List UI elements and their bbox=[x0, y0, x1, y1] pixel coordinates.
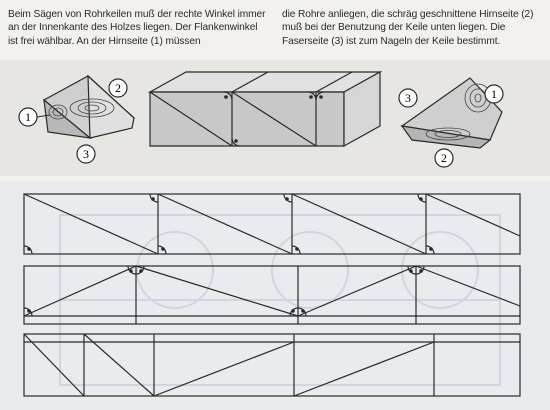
right-label-3: 3 bbox=[405, 91, 411, 105]
cutting-board-row-3 bbox=[24, 334, 520, 396]
cutting-board-row-1 bbox=[24, 194, 520, 254]
left-label-1: 1 bbox=[25, 110, 31, 124]
intro-text-left: Beim Sägen von Rohrkeilen muß der rechte Winkel immer an der Innenkante des Holzes liegen. Der Flankenwinkel ist frei wählbar. An der Hirnseite (1) müssen bbox=[8, 9, 266, 47]
right-label-1: 1 bbox=[491, 87, 497, 101]
left-label-2: 2 bbox=[115, 81, 121, 95]
left-label-3: 3 bbox=[83, 147, 89, 161]
right-label-2: 2 bbox=[441, 151, 447, 165]
center-beam-drawing bbox=[150, 72, 380, 146]
intro-text-right: die Rohre anliegen, die schräg geschnittene Hirnseite (2) muß bei der Benutzung der Keile unten liegen. Die Faserseite (3) ist zum Nageln der Keile bestimmt. bbox=[282, 9, 534, 47]
